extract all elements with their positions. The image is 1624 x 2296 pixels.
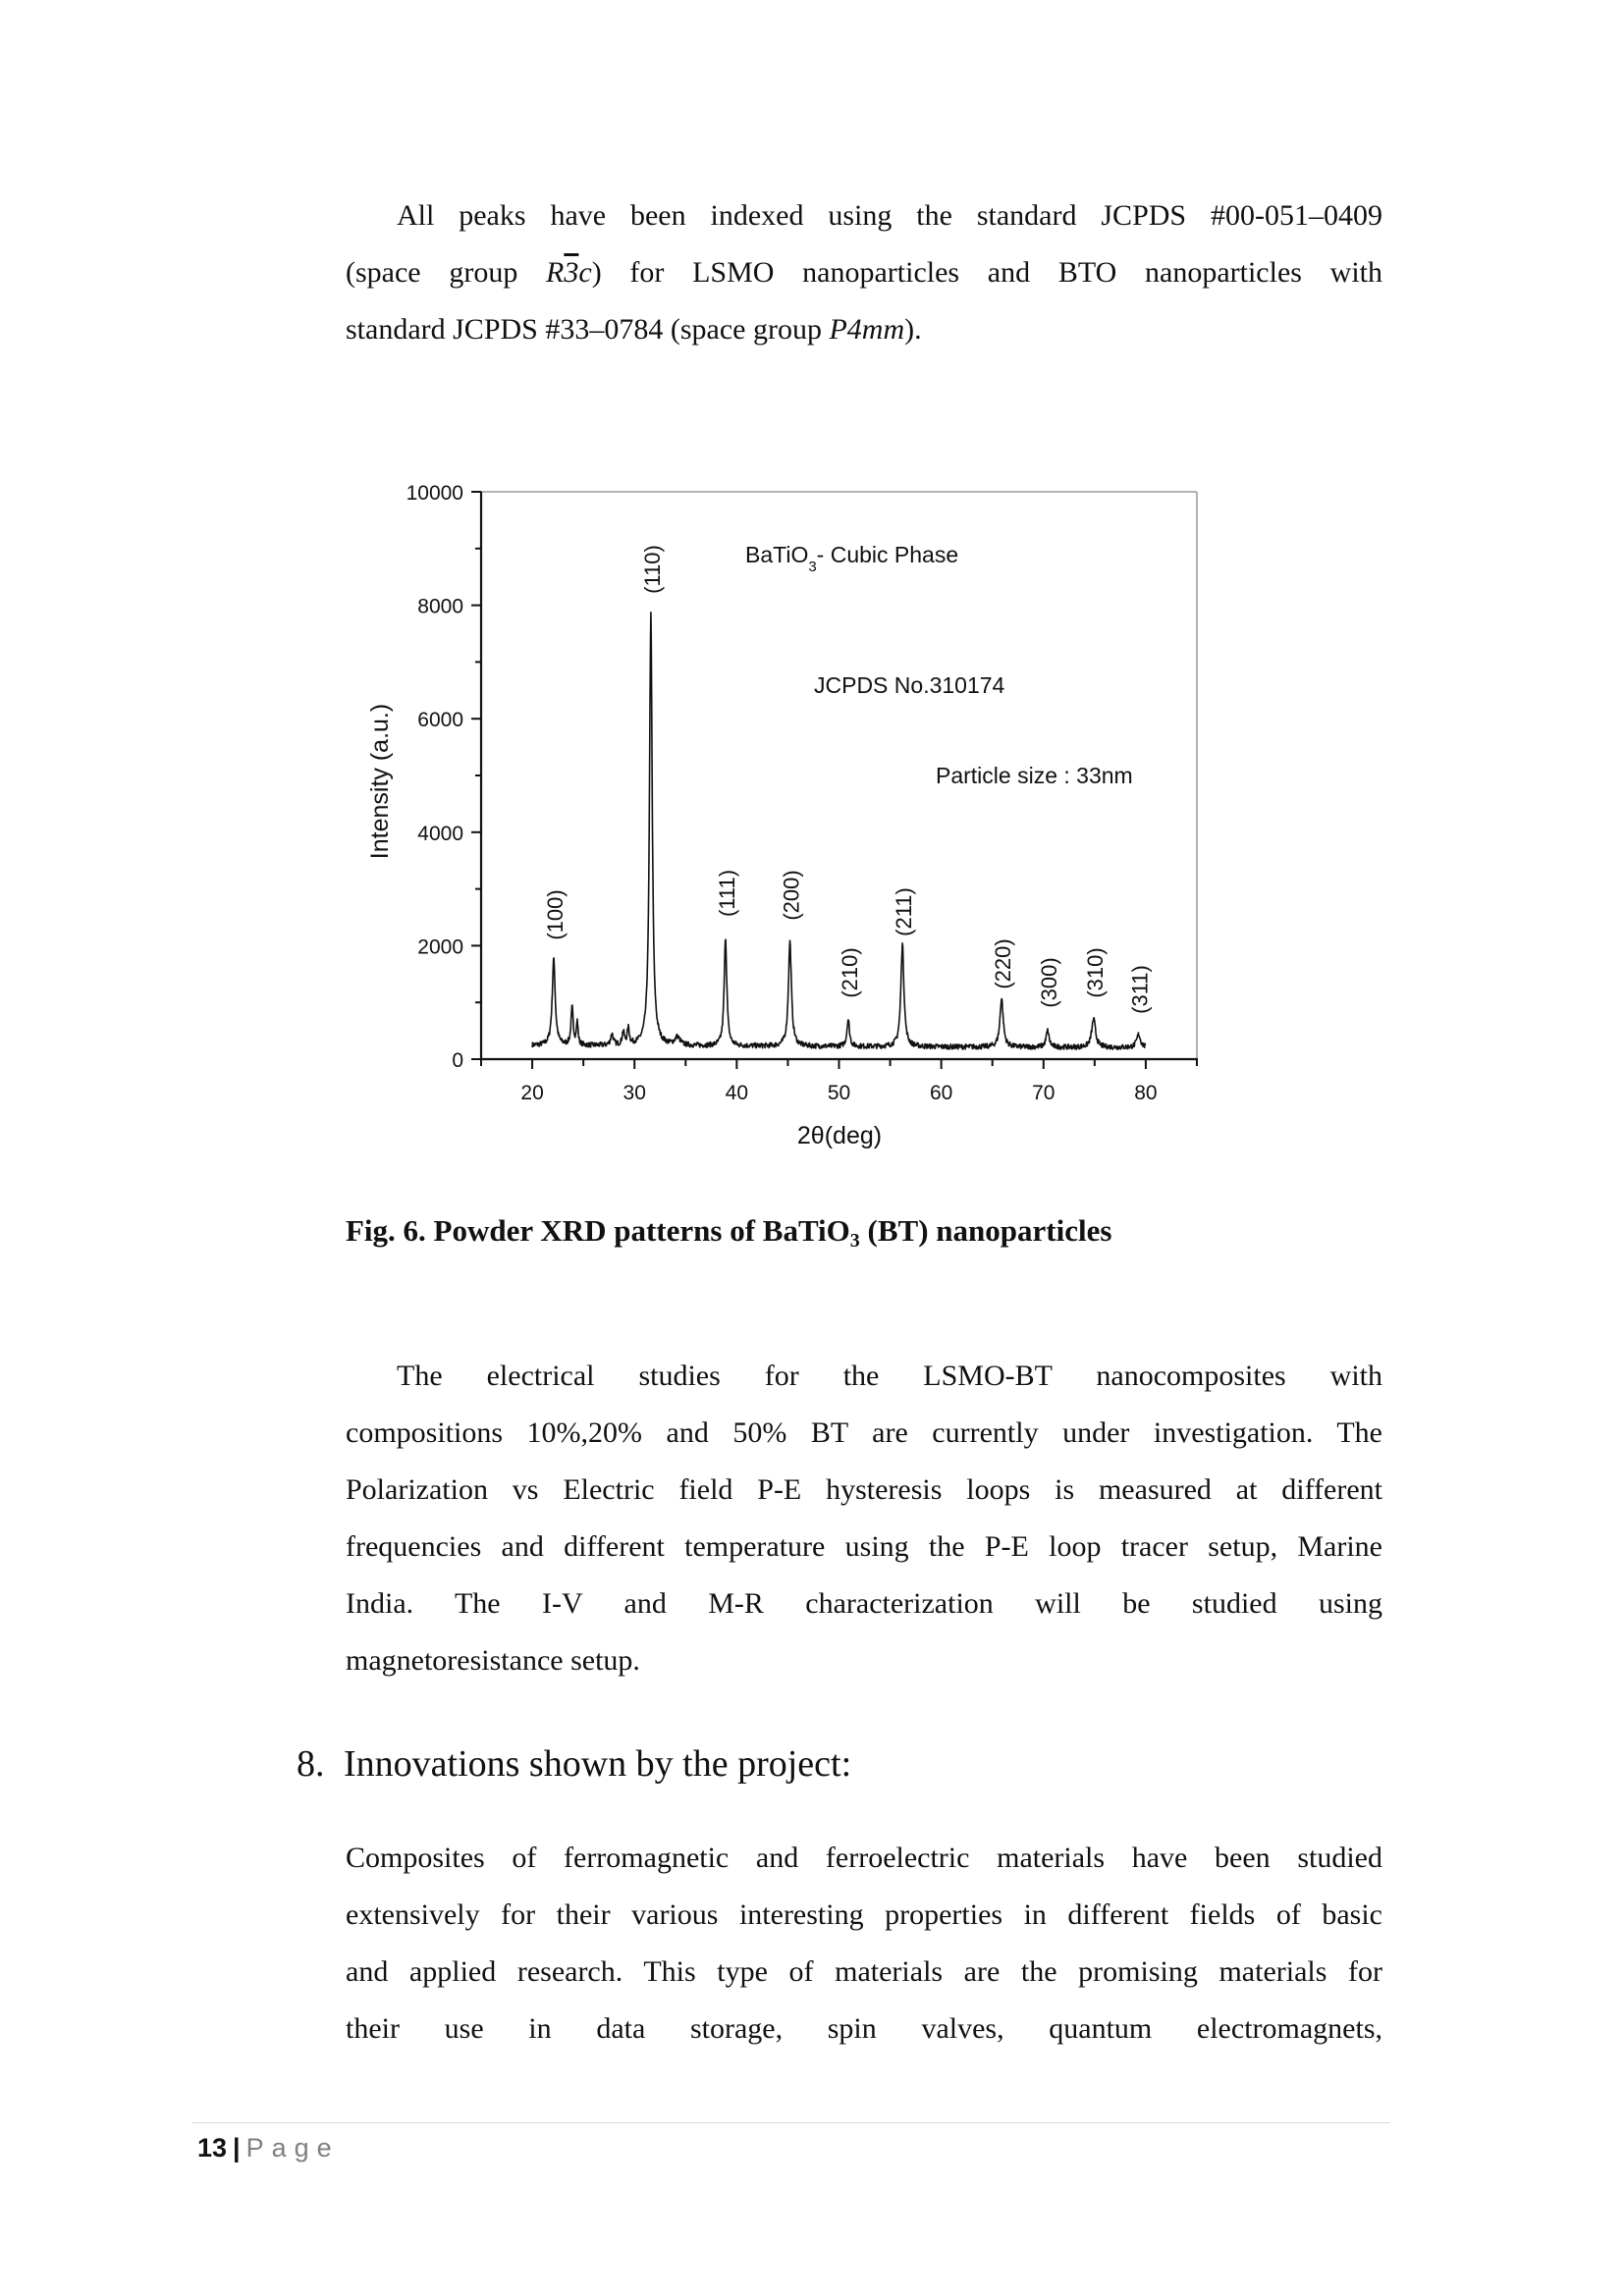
innovations-paragraph [346, 1830, 1382, 2057]
section-number: 8. [297, 1743, 325, 1785]
footer-separator: | [233, 2133, 241, 2163]
peak-labels [543, 545, 1153, 1014]
paragraph-line: India. The I-V and M-R characterization will be studied using [346, 1587, 1382, 1620]
svg-text:8000: 8000 [417, 595, 463, 618]
svg-text:6000: 6000 [417, 709, 463, 732]
paragraph-line: and applied research. This type of materials are the promising materials for [346, 1955, 1382, 1988]
peak-label: (300) [1036, 957, 1061, 1008]
footer-divider [192, 2122, 1390, 2123]
peak-label: (100) [542, 889, 568, 940]
y-axis-label: Intensity (a.u.) [366, 703, 394, 860]
peak-label: (210) [837, 947, 862, 998]
svg-text:40: 40 [725, 1082, 749, 1104]
axis-ticks [406, 482, 1197, 1104]
peak-label: (110) [639, 545, 665, 594]
svg-text:30: 30 [623, 1082, 646, 1104]
space-group-r3c: R3c [546, 256, 592, 289]
chart-annotation: Particle size : 33nm [936, 763, 1133, 788]
peak-label: (211) [892, 887, 917, 936]
xrd-pattern-line [532, 613, 1146, 1049]
svg-text:80: 80 [1134, 1082, 1158, 1104]
svg-text:20: 20 [520, 1082, 544, 1104]
paragraph-line: (space group R3c) for LSMO nanoparticles and BTO nanoparticles with [346, 256, 1382, 289]
chart-annotation: BaTiO$_3$- Cubic Phase [745, 542, 959, 575]
peak-label: (310) [1082, 947, 1108, 998]
chart-frame [480, 492, 1198, 1060]
peak-label: (111) [714, 869, 739, 918]
svg-text:4000: 4000 [417, 822, 463, 845]
paragraph-line: compositions 10%,20% and 50% BT are currently under investigation. The [346, 1416, 1382, 1449]
svg-text:60: 60 [929, 1082, 953, 1104]
paragraph-line: their use in data storage, spin valves, quantum electromagnets, [346, 2012, 1382, 2045]
intro-paragraph [346, 187, 1382, 358]
figure-caption: Fig. 6. Powder XRD patterns of BaTiO$_3$ (BT) nanoparticles [346, 1213, 1112, 1252]
peak-label: (220) [991, 938, 1016, 989]
section-title: Innovations shown by the project: [344, 1743, 852, 1785]
peak-label: (200) [779, 870, 804, 921]
chart-annotation: JCPDS No.310174 [814, 672, 1005, 698]
svg-text:2000: 2000 [417, 935, 463, 959]
paragraph-line: magnetoresistance setup. [346, 1644, 640, 1677]
paragraph-line: The electrical studies for the LSMO-BT nanocomposites with [397, 1360, 1382, 1392]
svg-text:70: 70 [1032, 1082, 1056, 1104]
page-label: Page [245, 2133, 340, 2163]
svg-text:0: 0 [452, 1049, 463, 1072]
paragraph-line: Composites of ferromagnetic and ferroelectric materials have been studied [346, 1842, 1382, 1874]
svg-text:50: 50 [827, 1082, 851, 1104]
paragraph-line: All peaks have been indexed using the standard JCPDS #00-051–0409 [397, 199, 1382, 232]
svg-text:10000: 10000 [406, 482, 463, 505]
page-footer [197, 2133, 340, 2163]
section-heading [297, 1742, 851, 1786]
paragraph-line: extensively for their various interesting properties in different fields of basic [346, 1898, 1382, 1931]
paragraph-line: Polarization vs Electric field P-E hysteresis loops is measured at different [346, 1473, 1382, 1506]
chart-annotations [745, 542, 1133, 788]
x-axis-label: 2θ(deg) [796, 1122, 883, 1149]
peak-label: (311) [1127, 965, 1153, 1014]
space-group-p4mm: P4mm [829, 313, 905, 346]
paragraph-line: frequencies and different temperature using the P-E loop tracer setup, Marine [346, 1530, 1382, 1563]
electrical-studies-paragraph [346, 1348, 1382, 1689]
paragraph-line: standard JCPDS #33–0784 (space group P4mm). [346, 313, 922, 346]
page-number: 13 [197, 2133, 228, 2163]
